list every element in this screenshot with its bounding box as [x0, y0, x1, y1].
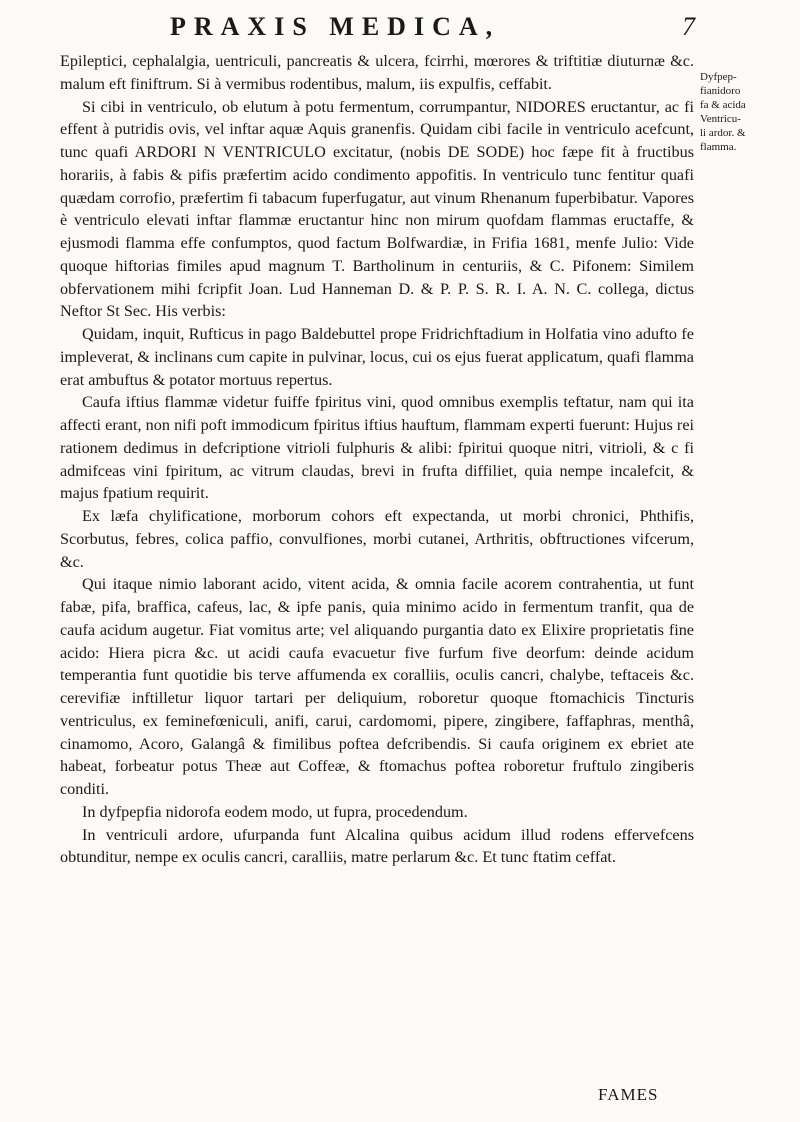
margin-line: li ardor. & [700, 127, 746, 139]
paragraph: Qui itaque nimio laborant acido, vitent acida, & omnia facile acorem contrahentia, ut funt fabæ, pifa, braffica, cafeus, lac, & ipfe panis, quia minimo acido in fermentum tranfit, qua de caufa acidum augetur. Fiat vomitus arte; vel aliquando purgantia dato ex Elixire proprietatis fine acido: Hiera picra &c. ut acidi caufa evacuetur five furfum five deorfum: deinde acidum temperantia funt quotidie bis terve affumenda ex coralliis, oculis cancri, chalybe, teftaceis &c. cerevifiæ inftilletur liquor tartari per deliquium, roboretur quoque ftomachicis Tincturis ventriculus, ex feminefœniculi, anifi, carui, cardomomi, pipere, zingibere, faffaphras, menthâ, cinamomo, Acoro, Galangâ & fimilibus poftea defcribendis. Si caufa originem ex ebriet ate habeat, forbeatur potus Theæ aut Coffeæ, & ftomachus poftea roboretur fruftulo zingiberis conditi. [60, 575, 694, 798]
body-text [60, 50, 694, 869]
margin-line: fianidoro [700, 85, 741, 97]
margin-line: flamma. [700, 141, 737, 153]
page-number: 7 [682, 12, 695, 41]
margin-line: Dyfpep- [700, 71, 737, 83]
running-title: PRAXIS MEDICA, [170, 12, 501, 41]
running-header [170, 12, 690, 52]
paragraph: Ex læfa chylificatione, morborum cohors eft expectanda, ut morbi chronici, Phthifis, Scorbutus, febres, colica paffio, convulfiones, morbi cutanei, Arthritis, obftructiones vifcerum, &c. [60, 507, 694, 571]
paragraph: Quidam, inquit, Rufticus in pago Baldebuttel prope Fridrichftadium in Holfatia vino adufto fe impleverat, & inclinans cum capite in pulvinar, locus, cui os ejus fuerat applicatum, quafi flamma erat ambuftus & potator mortuus repertus. [60, 325, 694, 389]
paragraph: Caufa iftius flammæ videtur fuiffe fpiritus vini, quod omnibus exemplis teftatur, nam qui ita affecti erant, non nifi poft immodicum fpiritus iftius hauftum, flammam experti fuerunt: Hujus rei rationem dedimus in defcriptione vitrioli fulphuris & alibi: fpiritui quoque nitri, vitrioli, & c fi admifceas vini fpiritum, ac vitrum claudas, brevi in frufta diffiliet, quia nempe incalefcit, & majus fpatium requirit. [60, 393, 694, 503]
margin-line: Ventricu- [700, 113, 741, 125]
paragraph: Epileptici, cephalalgia, uentriculi, pancreatis & ulcera, fcirrhi, mœrores & triftitiæ diuturnæ &c. malum eft finiftrum. Si à vermibus rodentibus, malum, iis expulfis, ceffabit. [60, 52, 694, 93]
paragraph: In dyfpepfia nidorofa eodem modo, ut fupra, procedendum. [82, 802, 468, 821]
paragraph: Si cibi in ventriculo, ob elutum à potu fermentum, corrumpantur, NIDORES eructantur, ac fi effent à putridis ovis, vel inftar aquæ Aquis granenfis. Quidam cibi facile in ventriculo acefcunt, tunc quafi ARDORI N VENTRICULO excitatur, (nobis DE SODE) hoc fæpe fit à fructibus horariis, à fabis & pifis præfertim acido condimento appofitis. In ventriculo tunc fentitur quafi quædam corrofio, præfertim fi tabacum fuperfugatur, aut vinum Rhenanum fuperbibatur. Vapores è ventriculo elevati inftar flammæ eructantur hinc non mirum quofdam flammas eructaffe, & ejusmodi flamma effe confumptos, quod factum Bolfwardiæ, in Frifia 1681, menfe Julio: Vide quoque hiftorias fimiles apud magnum T. Bartholinum in centuriis, & C. Pifonem: Similem obfervationem mihi fcripfit Joan. Lud Hanneman D. & P. P. S. R. I. A. N. C. collega, dictus Neftor St Sec. His verbis: [60, 97, 694, 321]
marginal-note [700, 70, 770, 154]
catchword: FAMES [598, 1085, 659, 1104]
paragraph: In ventriculi ardore, ufurpanda funt Alcalina quibus acidum illud rodens effervefcens obtunditur, nempe ex oculis cancri, caralliis, matre perlarum &c. Et tunc ftatim ceffat. [60, 825, 694, 867]
margin-line: fa & acida [700, 99, 746, 111]
